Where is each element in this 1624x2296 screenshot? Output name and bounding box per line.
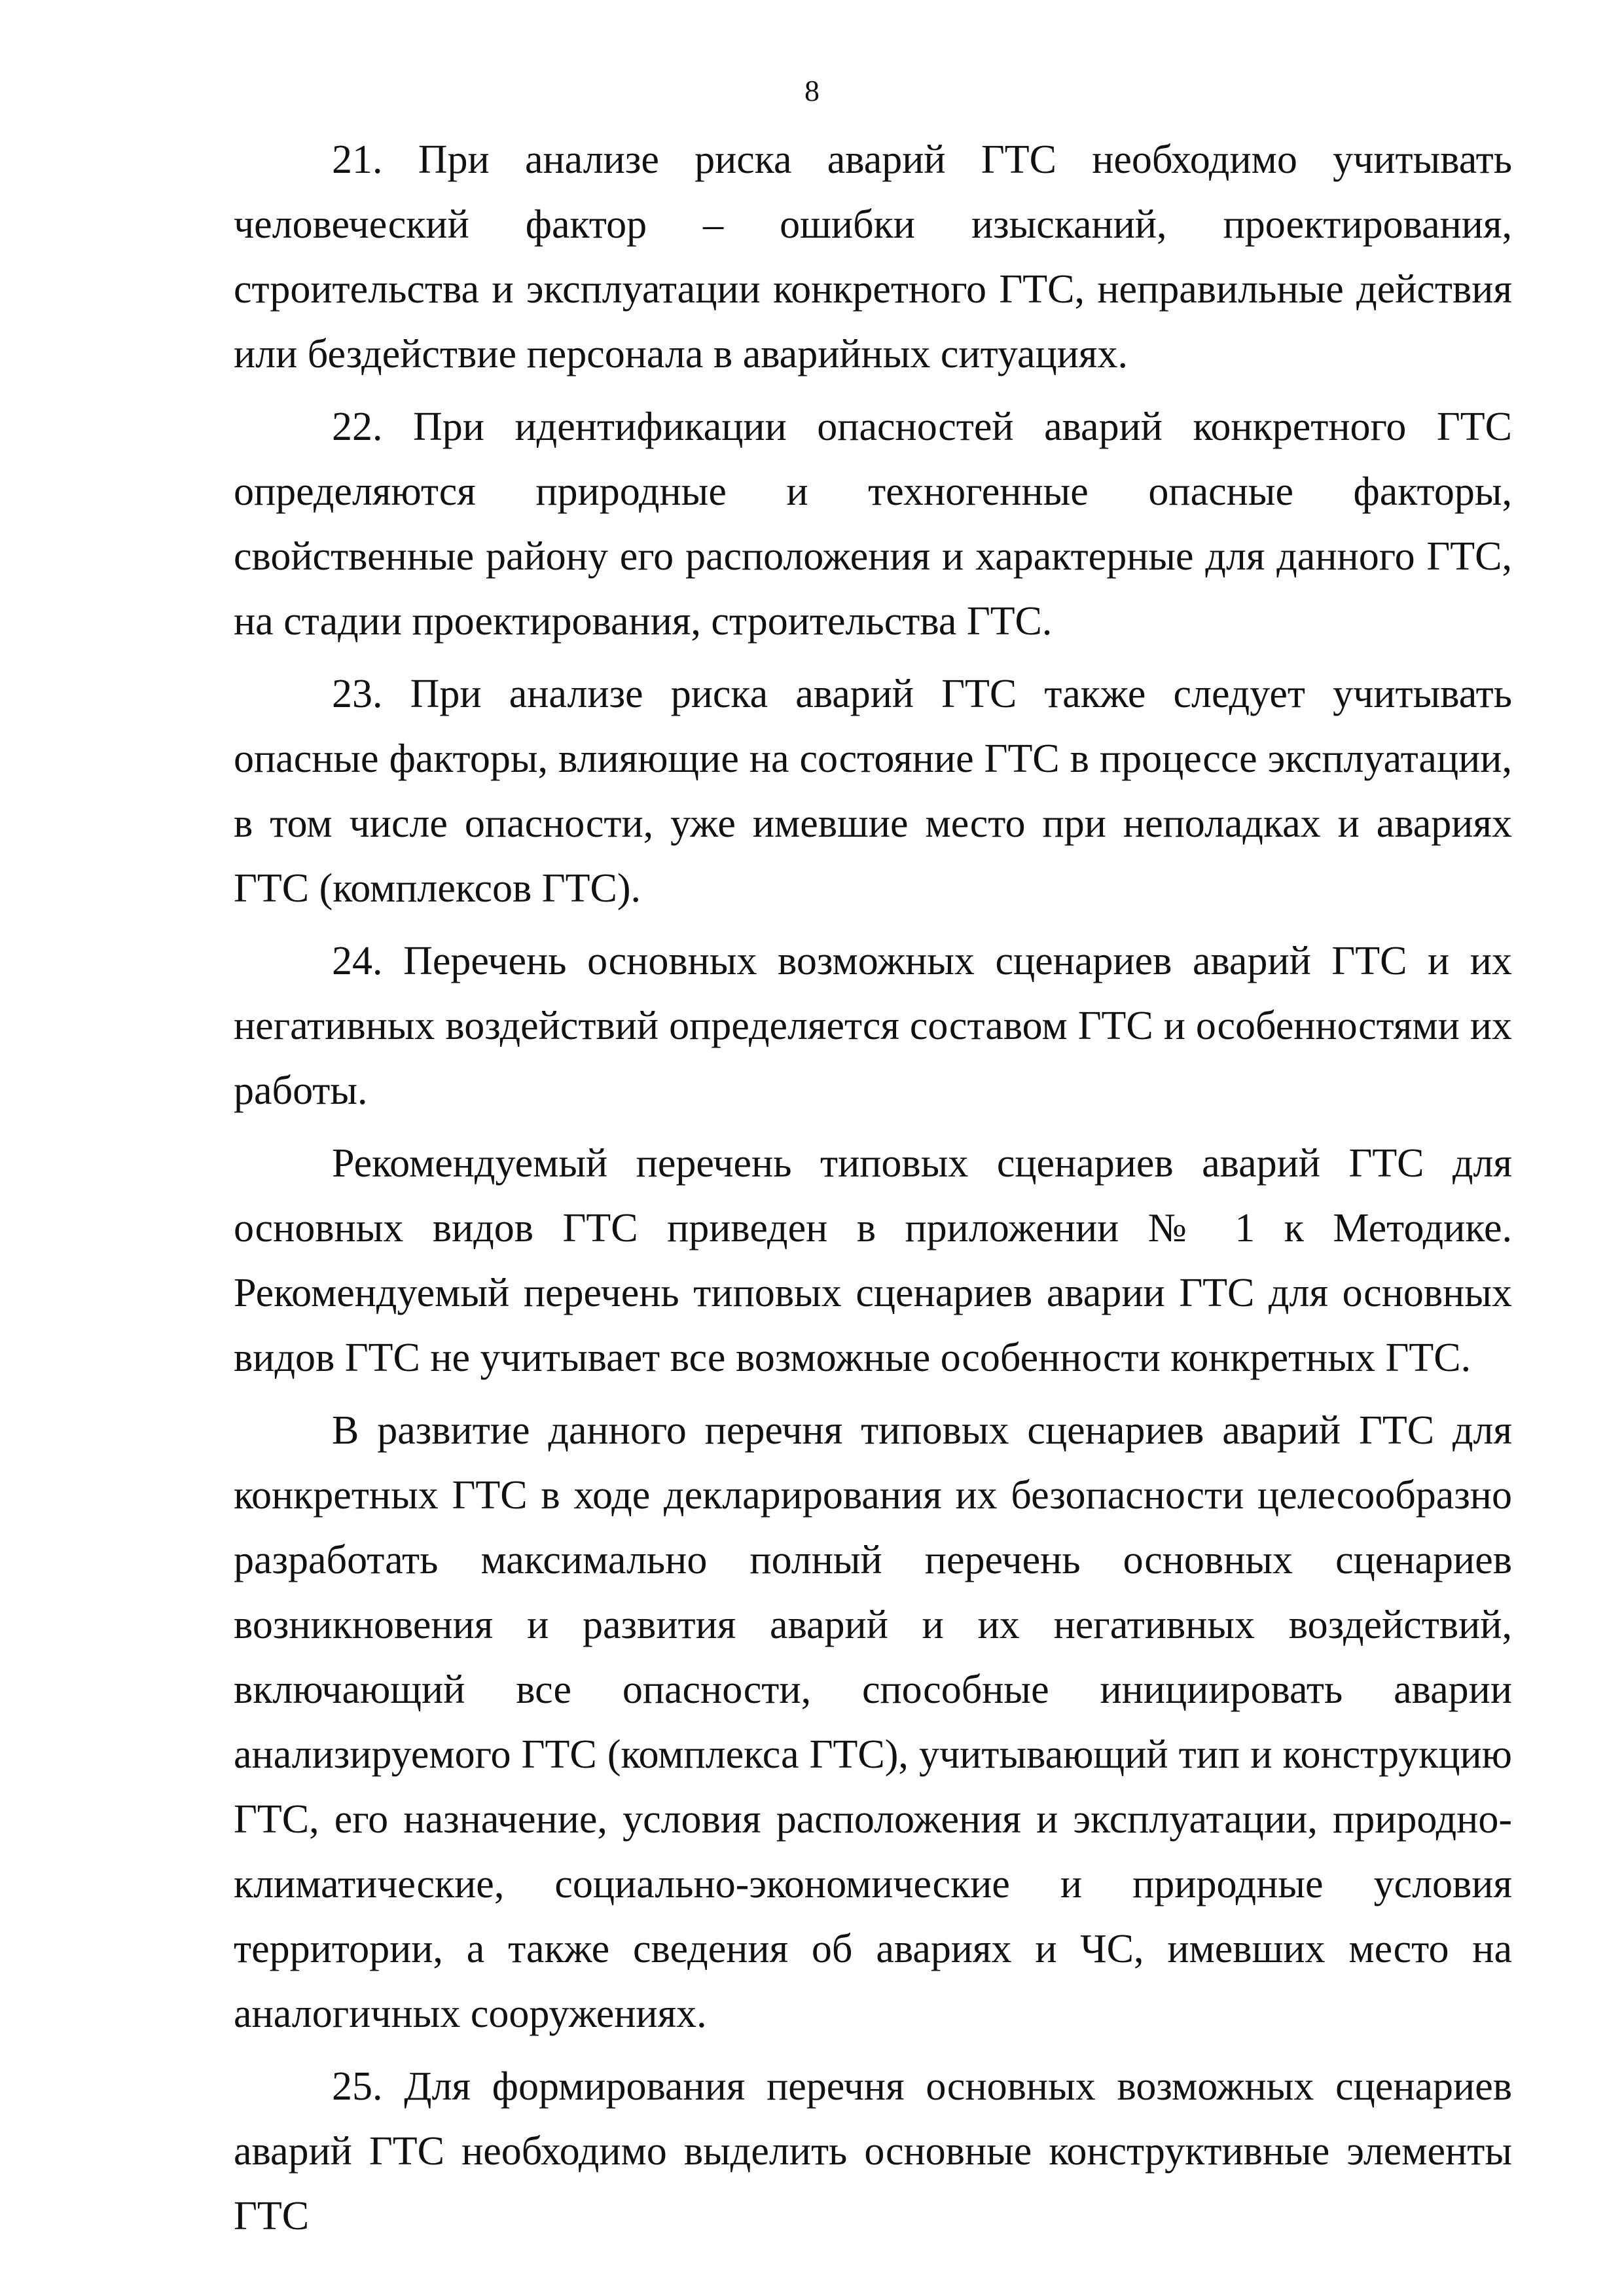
- paragraph-24-development: В развитие данного перечня типовых сценариев аварий ГТС для конкретных ГТС в ходе декларирования их безопасности целесообразно разработать максимально полный перечень основных сценариев возникновения и развития аварий и их негативных воздействий, включающий все опасности, способные инициировать аварии анализируемого ГТС (комплекса ГТС), учитывающий тип и конструкцию ГТС, его назначение, условия расположения и эксплуатации, природно-климатические, социально-экономические и природные условия территории, а также сведения об авариях и ЧС, имевших место на аналогичных сооружениях.: [234, 1408, 1512, 2036]
- paragraph-24: 24. Перечень основных возможных сценариев аварий ГТС и их негативных воздействий определяется составом ГТС и особенностями их работы.: [234, 939, 1512, 1113]
- paragraph-24-recommended-list: Рекомендуемый перечень типовых сценариев аварий ГТС для основных видов ГТС приведен в приложении № 1 к Методике. Рекомендуемый перечень типовых сценариев аварии ГТС для основных видов ГТС не учитывает все возможные особенности конкретных ГТС.: [234, 1141, 1512, 1380]
- paragraph-23: 23. При анализе риска аварий ГТС также следует учитывать опасные факторы, влияющие на состояние ГТС в процессе эксплуатации, в том числе опасности, уже имевшие место при неполадках и авариях ГТС (комплексов ГТС).: [234, 672, 1512, 911]
- paragraph-25: 25. Для формирования перечня основных возможных сценариев аварий ГТС необходимо выделить основные конструктивные элементы ГТС: [234, 2064, 1512, 2238]
- document-body: [234, 128, 1512, 2249]
- paragraph-21: 21. При анализе риска аварий ГТС необходимо учитывать человеческий фактор – ошибки изысканий, проектирования, строительства и эксплуатации конкретного ГТС, неправильные действия или бездействие персонала в аварийных ситуациях.: [234, 137, 1512, 376]
- paragraph-22: 22. При идентификации опасностей аварий конкретного ГТС определяются природные и техногенные опасные факторы, свойственные району его расположения и характерные для данного ГТС, на стадии проектирования, строительства ГТС.: [234, 405, 1512, 644]
- page-number: 8: [804, 74, 820, 107]
